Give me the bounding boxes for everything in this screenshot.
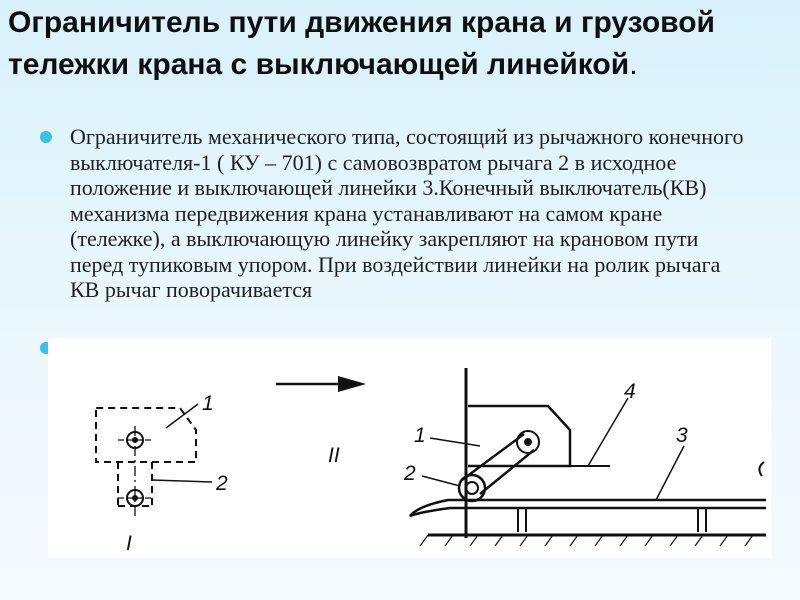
- crane-frame: [466, 368, 610, 538]
- slide-title: [8, 2, 788, 86]
- title-text: Ограничитель пути движения крана и грузовой тележки крана с выключающей линейкой: [8, 6, 715, 81]
- callout-4-right: 4: [624, 380, 636, 403]
- switch-outline-dashed: [96, 408, 196, 506]
- crane-track-hatch: [420, 535, 753, 546]
- limit-switch-figure: [48, 338, 771, 558]
- limit-switch-drawing: [48, 338, 771, 558]
- right-arrow-icon: [276, 376, 366, 392]
- view-numeral-right: II: [328, 444, 340, 467]
- callout-1-left: 1: [202, 392, 214, 415]
- title-period: .: [629, 48, 638, 81]
- callout-2-left: 2: [216, 472, 228, 495]
- switching-ruler: [410, 500, 766, 535]
- bullet-text: Ограничитель механического типа, состоящий из рычажного конечного выключателя-1 ( КУ – 701) с самовозвратом рычага 2 в исходное положение и выключающей линейки 3.Конечный выключатель(КВ) механизма передвижения крана устанавливают на самом кране (тележке), а выключающую линейку закрепляют на крановом пути перед тупиковым упором. При воздействии линейки на ролик рычага КВ рычаг поворачивается: [70, 124, 744, 302]
- callout-2-right: 2: [404, 462, 416, 485]
- callout-3-right: 3: [676, 424, 688, 447]
- callout-1-right: 1: [414, 424, 426, 447]
- view-numeral-left: I: [126, 532, 132, 555]
- bullet-dot-icon: [40, 131, 52, 143]
